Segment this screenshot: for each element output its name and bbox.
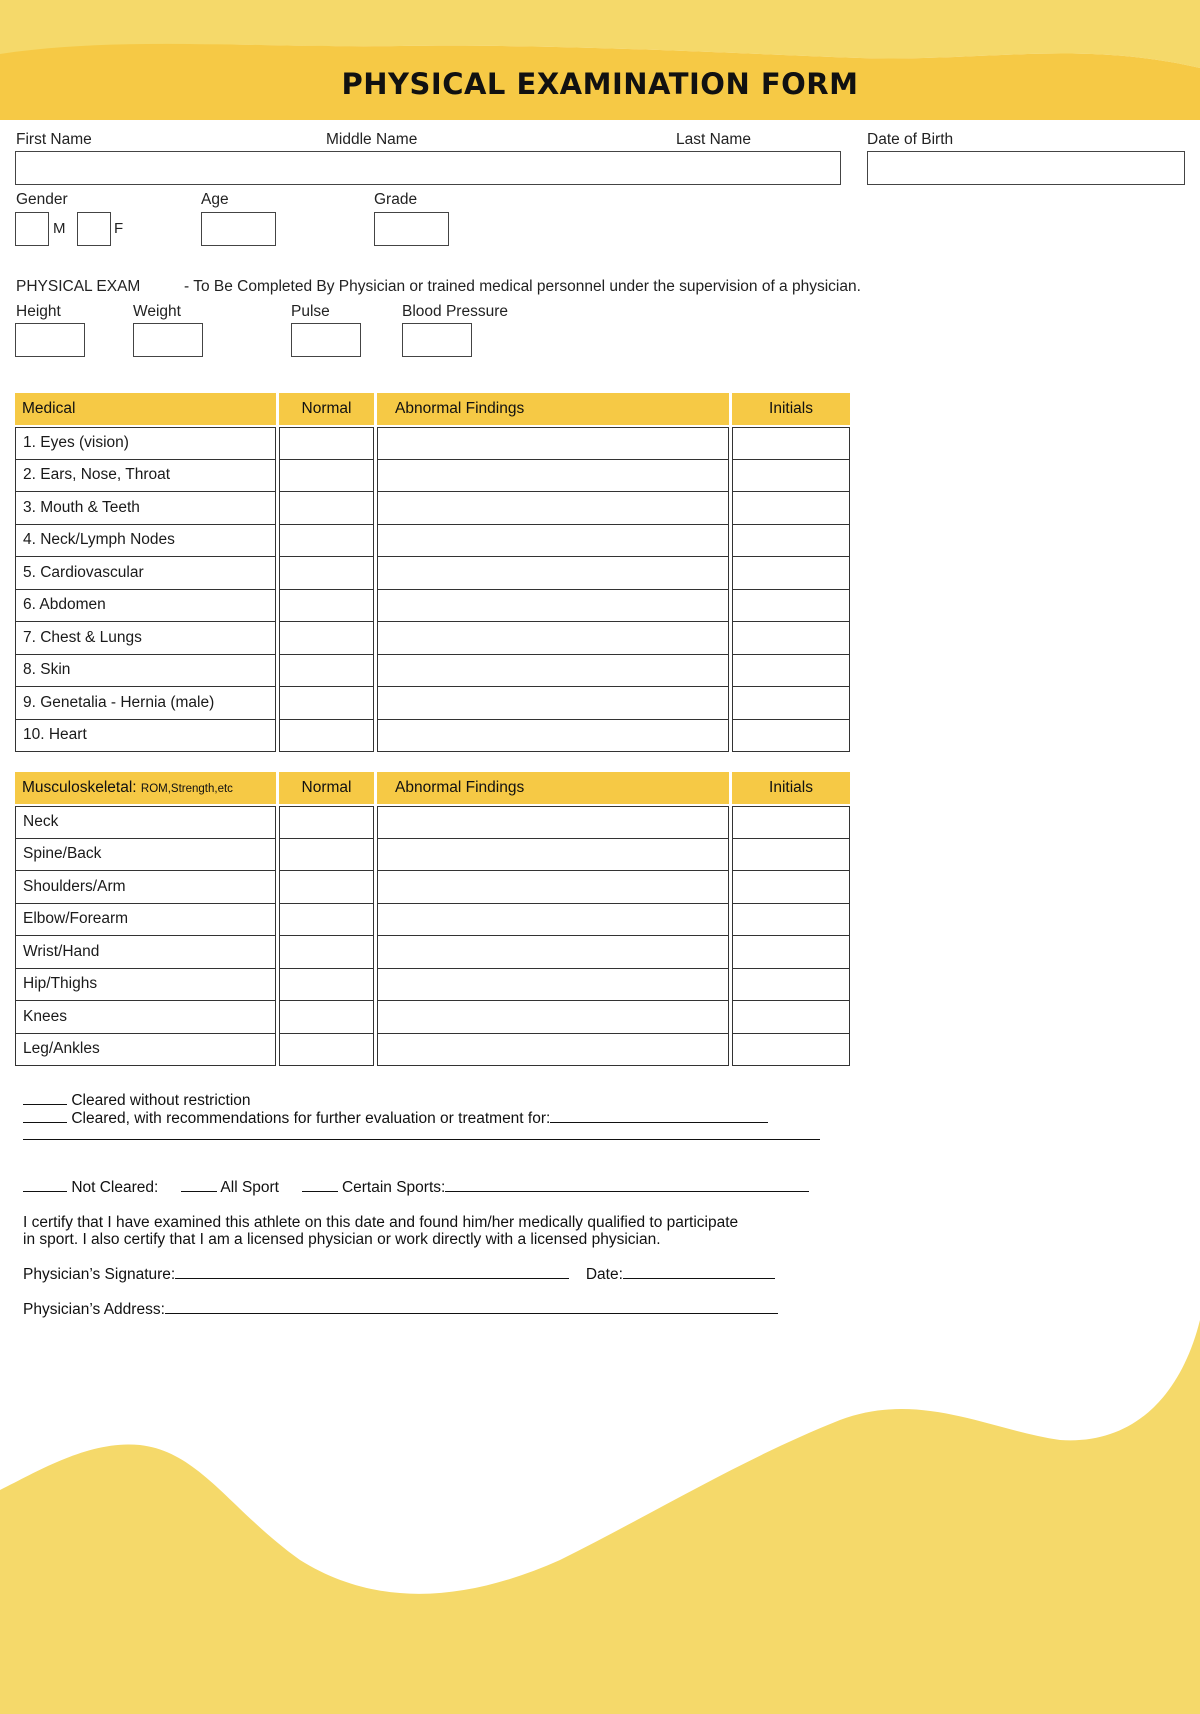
abnormal-findings-cell[interactable] bbox=[377, 525, 729, 558]
abnormal-findings-cell[interactable] bbox=[377, 460, 729, 493]
age-field[interactable] bbox=[201, 212, 276, 246]
not-cleared-label: Not Cleared: bbox=[71, 1179, 159, 1196]
initials-cell[interactable] bbox=[732, 492, 850, 525]
row-label: 9. Genetalia - Hernia (male) bbox=[15, 687, 276, 720]
initials-cell[interactable] bbox=[732, 687, 850, 720]
row-label: Hip/Thighs bbox=[15, 969, 276, 1002]
certain-sports-label: Certain Sports: bbox=[341, 1179, 446, 1196]
abnormal-findings-cell[interactable] bbox=[377, 655, 729, 688]
row-label: Spine/Back bbox=[15, 839, 276, 872]
musculoskeletal-header-sub: ROM,Strength,etc bbox=[140, 783, 233, 795]
medical-table bbox=[12, 393, 853, 752]
certification-line-1: I certify that I have examined this athlete on this date and found him/her medically qualified to participate bbox=[23, 1214, 739, 1231]
middle-name-label: Middle Name bbox=[326, 131, 418, 148]
initials-cell[interactable] bbox=[732, 806, 850, 839]
normal-cell[interactable] bbox=[279, 904, 374, 937]
table-row bbox=[15, 904, 850, 937]
cleared-blank[interactable] bbox=[23, 1103, 67, 1105]
row-label: Wrist/Hand bbox=[15, 936, 276, 969]
musculoskeletal-header bbox=[15, 772, 276, 806]
initials-cell[interactable] bbox=[732, 1034, 850, 1067]
abnormal-findings-cell[interactable] bbox=[377, 936, 729, 969]
pulse-label: Pulse bbox=[291, 303, 330, 320]
table-row bbox=[15, 590, 850, 623]
gender-f-label: F bbox=[114, 220, 124, 237]
weight-label: Weight bbox=[133, 303, 181, 320]
initials-cell[interactable] bbox=[732, 427, 850, 460]
bottom-wave bbox=[0, 1320, 1200, 1714]
full-name-field[interactable] bbox=[15, 151, 841, 185]
normal-cell[interactable] bbox=[279, 492, 374, 525]
abnormal-findings-cell[interactable] bbox=[377, 557, 729, 590]
abnormal-findings-header: Abnormal Findings bbox=[377, 772, 729, 806]
page-title: PHYSICAL EXAMINATION FORM bbox=[341, 67, 859, 101]
pulse-field[interactable] bbox=[291, 323, 361, 357]
table-row bbox=[15, 806, 850, 839]
initials-cell[interactable] bbox=[732, 525, 850, 558]
abnormal-findings-cell[interactable] bbox=[377, 622, 729, 655]
table-row bbox=[15, 720, 850, 753]
height-field[interactable] bbox=[15, 323, 85, 357]
abnormal-findings-cell[interactable] bbox=[377, 806, 729, 839]
signature-label: Physician’s Signature: bbox=[23, 1266, 176, 1283]
row-label: Shoulders/Arm bbox=[15, 871, 276, 904]
physical-exam-label: PHYSICAL EXAM bbox=[16, 278, 141, 295]
normal-cell[interactable] bbox=[279, 720, 374, 753]
normal-cell[interactable] bbox=[279, 839, 374, 872]
abnormal-findings-header: Abnormal Findings bbox=[377, 393, 729, 427]
initials-cell[interactable] bbox=[732, 590, 850, 623]
table-row bbox=[15, 871, 850, 904]
row-label: 6. Abdomen bbox=[15, 590, 276, 623]
initials-cell[interactable] bbox=[732, 557, 850, 590]
normal-cell[interactable] bbox=[279, 1034, 374, 1067]
row-label: 8. Skin bbox=[15, 655, 276, 688]
initials-cell[interactable] bbox=[732, 1001, 850, 1034]
abnormal-findings-cell[interactable] bbox=[377, 839, 729, 872]
medical-header: Medical bbox=[15, 393, 276, 427]
physical-exam-note: - To Be Completed By Physician or trained medical personnel under the supervision of a physician. bbox=[184, 278, 861, 295]
normal-cell[interactable] bbox=[279, 806, 374, 839]
certain-sports-blank[interactable] bbox=[445, 1190, 809, 1192]
normal-cell[interactable] bbox=[279, 460, 374, 493]
initials-cell[interactable] bbox=[732, 839, 850, 872]
gender-m-label: M bbox=[53, 220, 66, 237]
all-sport-label: All Sport bbox=[220, 1179, 279, 1196]
weight-field[interactable] bbox=[133, 323, 203, 357]
normal-cell[interactable] bbox=[279, 871, 374, 904]
table-row bbox=[15, 427, 850, 460]
abnormal-findings-cell[interactable] bbox=[377, 492, 729, 525]
abnormal-findings-cell[interactable] bbox=[377, 590, 729, 623]
grade-field[interactable] bbox=[374, 212, 449, 246]
normal-cell[interactable] bbox=[279, 427, 374, 460]
date-label: Date: bbox=[585, 1266, 623, 1283]
last-name-label: Last Name bbox=[676, 131, 751, 148]
blood-pressure-label: Blood Pressure bbox=[402, 303, 508, 320]
grade-label: Grade bbox=[374, 191, 418, 208]
initials-cell[interactable] bbox=[732, 936, 850, 969]
row-label: 5. Cardiovascular bbox=[15, 557, 276, 590]
table-row bbox=[15, 557, 850, 590]
row-label: Leg/Ankles bbox=[15, 1034, 276, 1067]
table-row bbox=[15, 969, 850, 1002]
normal-header: Normal bbox=[279, 772, 374, 806]
address-label: Physician’s Address: bbox=[23, 1301, 165, 1318]
cleared-rec-label: Cleared, with recommendations for further evaluation or treatment for: bbox=[71, 1110, 551, 1127]
table-row bbox=[15, 460, 850, 493]
dob-label: Date of Birth bbox=[867, 131, 954, 148]
table-row bbox=[15, 839, 850, 872]
signature-blank[interactable] bbox=[175, 1277, 569, 1279]
normal-cell[interactable] bbox=[279, 655, 374, 688]
initials-cell[interactable] bbox=[732, 460, 850, 493]
table-row bbox=[15, 936, 850, 969]
age-label: Age bbox=[201, 191, 229, 208]
initials-cell[interactable] bbox=[732, 720, 850, 753]
certification-line-2: in sport. I also certify that I am a licensed physician or work directly with a licensed physician. bbox=[23, 1231, 661, 1248]
initials-cell[interactable] bbox=[732, 871, 850, 904]
cleared-rec-blank[interactable] bbox=[23, 1121, 67, 1123]
normal-cell[interactable] bbox=[279, 687, 374, 720]
normal-cell[interactable] bbox=[279, 525, 374, 558]
abnormal-findings-cell[interactable] bbox=[377, 1001, 729, 1034]
initials-cell[interactable] bbox=[732, 655, 850, 688]
initials-cell[interactable] bbox=[732, 904, 850, 937]
date-blank[interactable] bbox=[623, 1277, 775, 1279]
signature-line bbox=[23, 1266, 775, 1284]
height-label: Height bbox=[16, 303, 61, 320]
table-row bbox=[15, 1001, 850, 1034]
not-cleared-line bbox=[23, 1179, 809, 1197]
abnormal-findings-cell[interactable] bbox=[377, 871, 729, 904]
all-sport-blank[interactable] bbox=[181, 1190, 217, 1192]
table-row bbox=[15, 492, 850, 525]
normal-cell[interactable] bbox=[279, 969, 374, 1002]
cleared-line bbox=[23, 1092, 251, 1110]
row-label: Neck bbox=[15, 806, 276, 839]
row-label: Elbow/Forearm bbox=[15, 904, 276, 937]
musculoskeletal-header-label: Musculoskeletal: bbox=[22, 779, 137, 796]
cleared-rec-line bbox=[23, 1110, 768, 1128]
abnormal-findings-cell[interactable] bbox=[377, 427, 729, 460]
abnormal-findings-cell[interactable] bbox=[377, 1034, 729, 1067]
normal-cell[interactable] bbox=[279, 622, 374, 655]
address-line bbox=[23, 1301, 778, 1319]
row-label: Knees bbox=[15, 1001, 276, 1034]
dob-field[interactable] bbox=[867, 151, 1185, 185]
table-row bbox=[15, 525, 850, 558]
normal-cell[interactable] bbox=[279, 590, 374, 623]
table-row bbox=[15, 655, 850, 688]
gender-m-checkbox[interactable] bbox=[15, 212, 49, 246]
row-label: 2. Ears, Nose, Throat bbox=[15, 460, 276, 493]
initials-cell[interactable] bbox=[732, 969, 850, 1002]
abnormal-findings-cell[interactable] bbox=[377, 687, 729, 720]
blood-pressure-field[interactable] bbox=[402, 323, 472, 357]
gender-label: Gender bbox=[16, 191, 68, 208]
normal-cell[interactable] bbox=[279, 936, 374, 969]
abnormal-findings-cell[interactable] bbox=[377, 720, 729, 753]
table-row bbox=[15, 622, 850, 655]
row-label: 10. Heart bbox=[15, 720, 276, 753]
gender-f-checkbox[interactable] bbox=[77, 212, 111, 246]
table-row bbox=[15, 687, 850, 720]
first-name-label: First Name bbox=[16, 131, 92, 148]
certain-sports-check-blank[interactable] bbox=[302, 1190, 338, 1192]
row-label: 1. Eyes (vision) bbox=[15, 427, 276, 460]
normal-cell[interactable] bbox=[279, 557, 374, 590]
initials-cell[interactable] bbox=[732, 622, 850, 655]
normal-header: Normal bbox=[279, 393, 374, 427]
row-label: 7. Chest & Lungs bbox=[15, 622, 276, 655]
musculoskeletal-table bbox=[12, 772, 853, 1066]
abnormal-findings-cell[interactable] bbox=[377, 969, 729, 1002]
recommendations-continued-blank[interactable] bbox=[23, 1139, 820, 1140]
recommendations-blank[interactable] bbox=[550, 1121, 768, 1123]
row-label: 4. Neck/Lymph Nodes bbox=[15, 525, 276, 558]
initials-header: Initials bbox=[732, 393, 850, 427]
cleared-label: Cleared without restriction bbox=[71, 1092, 251, 1109]
initials-header: Initials bbox=[732, 772, 850, 806]
abnormal-findings-cell[interactable] bbox=[377, 904, 729, 937]
row-label: 3. Mouth & Teeth bbox=[15, 492, 276, 525]
not-cleared-blank[interactable] bbox=[23, 1190, 67, 1192]
normal-cell[interactable] bbox=[279, 1001, 374, 1034]
table-row bbox=[15, 1034, 850, 1067]
address-blank[interactable] bbox=[165, 1312, 778, 1314]
